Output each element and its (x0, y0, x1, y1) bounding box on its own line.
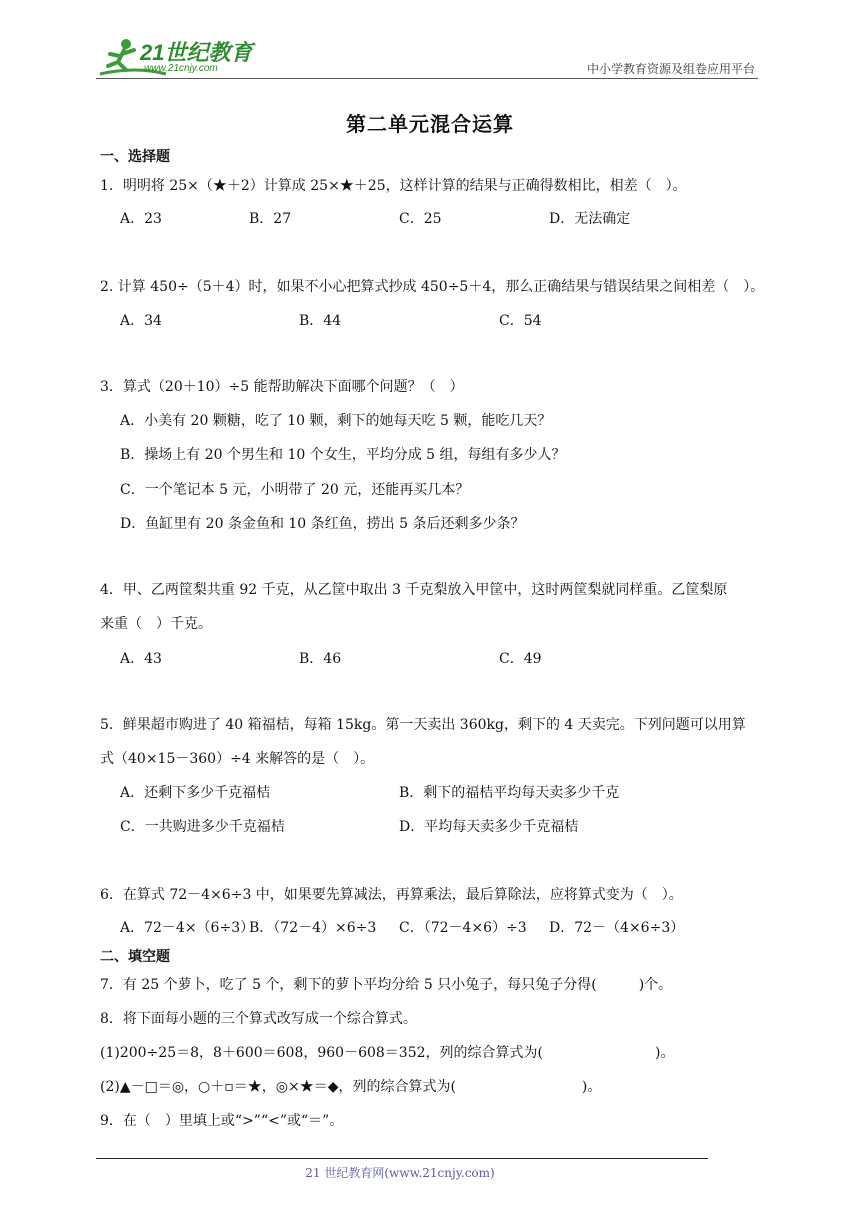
q3-option-b: B．操场上有 20 个男生和 10 个女生，平均分成 5 组，每组有多少人？ (120, 447, 566, 463)
q2-option-c: C．54 (499, 313, 542, 329)
section-heading-fill: 二、填空题 (100, 949, 170, 965)
q5-option-c: C．一共购进多少千克福桔 (120, 819, 285, 835)
q4-option-c: C．49 (499, 651, 542, 667)
q1-option-d: D．无法确定 (549, 211, 631, 227)
q3-option-c: C．一个笔记本 5 元，小明带了 20 元，还能再买几本？ (120, 482, 470, 498)
q6-option-c: C．（72－4×6）÷3 (399, 920, 527, 936)
platform-name: 中小学教育资源及组卷应用平台 (586, 62, 755, 76)
q2-option-a: A．34 (120, 313, 162, 329)
logo-text: 21世纪教育 (140, 40, 253, 65)
q5-option-d: D．平均每天卖多少千克福桔 (399, 819, 579, 835)
page-title: 第二单元混合运算 (346, 112, 514, 136)
question-5-stem-line1: 5．鲜果超市购进了 40 箱福桔，每箱 15kg。第一天卖出 360kg，剩下的 4 天卖完。下列问题可以用算 (100, 717, 746, 733)
q6-option-b: B．（72－4）×6÷3 (249, 920, 377, 936)
question-2-stem: 2. 计算 450÷（5＋4）时，如果不小心把算式抄成 450÷5＋4，那么正确结果与错误结果之间相差（ ）。 (100, 279, 765, 295)
question-9: 9．在（ ）里填上或“>”“<”或“＝”。 (100, 1113, 344, 1129)
q1-option-a: A．23 (120, 211, 162, 227)
question-8-stem: 8．将下面每小题的三个算式改写成一个综合算式。 (100, 1011, 417, 1027)
q3-option-d: D．鱼缸里有 20 条金鱼和 10 条红鱼，捞出 5 条后还剩多少条？ (120, 516, 525, 532)
q6-option-a: A．72－4×（6÷3） (120, 920, 255, 936)
q5-option-a: A．还剩下多少千克福桔 (120, 785, 271, 801)
question-8-part-2: (2)▲－□＝◎，○＋▫＝★，◎×★＝◆，列的综合算式为( )。 (100, 1079, 602, 1095)
question-5-stem-line2: 式（40×15－360）÷4 来解答的是（ ）。 (100, 751, 375, 767)
question-3-stem: 3．算式（20＋10）÷5 能帮助解决下面哪个问题？（ ） (100, 379, 464, 395)
q4-option-b: B．46 (299, 651, 342, 667)
question-4-stem-line2: 来重（ ）千克。 (100, 616, 212, 632)
q1-option-c: C．25 (399, 211, 442, 227)
header-divider (96, 78, 758, 79)
footer-text: 21 世纪教育网(www.21cnjy.com) (305, 1166, 495, 1180)
q6-option-d: D．72－（4×6÷3） (549, 920, 685, 936)
q1-option-b: B．27 (249, 211, 292, 227)
question-8-part-1: (1)200÷25＝8，8＋600＝608，960－608＝352，列的综合算式为( )。 (100, 1045, 675, 1061)
question-1-stem: 1．明明将 25×（★＋2）计算成 25×★＋25，这样计算的结果与正确得数相比，相差（ ）。 (100, 178, 687, 194)
logo (96, 36, 266, 78)
q3-option-a: A．小美有 20 颗糖，吃了 10 颗，剩下的她每天吃 5 颗，能吃几天？ (120, 413, 552, 429)
logo-url: www.21cnjy.com (144, 63, 218, 74)
question-7: 7．有 25 个萝卜，吃了 5 个，剩下的萝卜平均分给 5 只小兔子，每只兔子分得( )个。 (100, 977, 673, 993)
q4-option-a: A．43 (120, 651, 162, 667)
q2-option-b: B．44 (299, 313, 342, 329)
q5-option-b: B．剩下的福桔平均每天卖多少千克 (399, 785, 620, 801)
footer-divider (96, 1158, 708, 1159)
section-heading-choice: 一、选择题 (100, 149, 170, 165)
question-4-stem-line1: 4．甲、乙两筐梨共重 92 千克，从乙筐中取出 3 千克梨放入甲筐中，这时两筐梨就同样重。乙筐梨原 (100, 582, 728, 598)
question-6-stem: 6．在算式 72－4×6÷3 中，如果要先算减法，再算乘法，最后算除法，应将算式变为（ ）。 (100, 887, 683, 903)
